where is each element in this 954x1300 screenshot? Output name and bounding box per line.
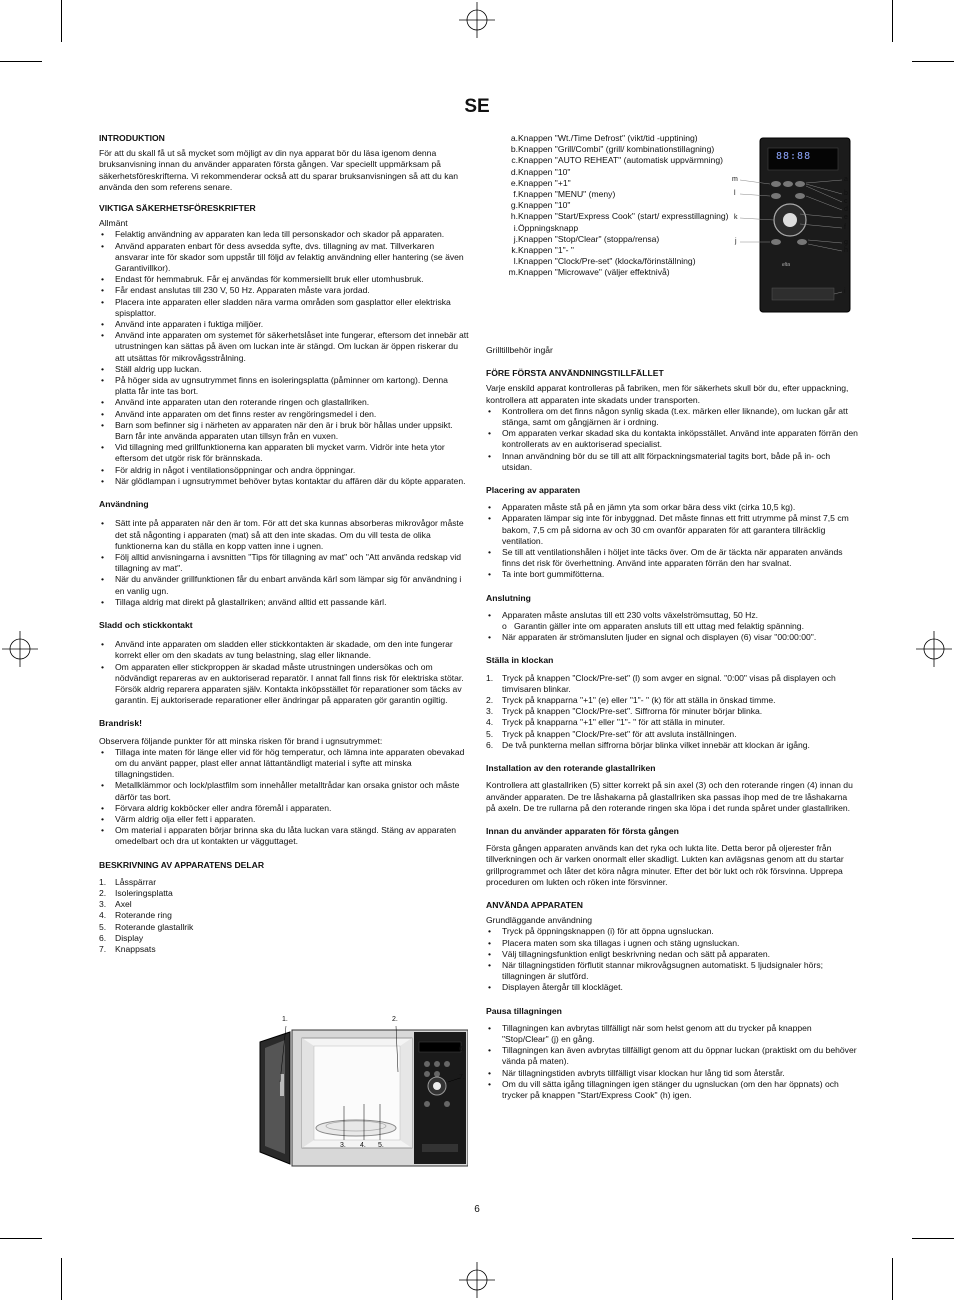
list-item: • Apparaten måste stå på en jämn yta som orkar bära dess vikt (cirka 10,5 kg). <box>486 502 858 513</box>
list-item: • Ta inte bort gummifötterna. <box>486 569 858 580</box>
paragraph: Observera följande punkter för att minska risken för brand i ugnsutrymmet: <box>99 735 383 746</box>
list-item: • Tillagningen kan avbrytas tillfälligt när som helst genom att du trycker på knappen "Stop/Clear" (j) en gång. <box>486 1023 858 1045</box>
list-item <box>490 223 730 234</box>
panel-label: d <box>844 206 848 213</box>
list-item <box>486 729 858 740</box>
list-letter: j. <box>513 233 518 244</box>
panel-label: f <box>844 224 846 231</box>
before-first-section <box>486 368 858 473</box>
turntable-section <box>486 763 858 814</box>
list-text: Knappen "Clock/Pre-set" (klocka/förinställning) <box>518 256 696 267</box>
brand-logo: elta <box>782 262 791 268</box>
bullet-list <box>486 502 858 580</box>
figure-label: 6. <box>459 1046 465 1053</box>
list-text: Display <box>115 932 144 943</box>
section-title: Installation av den roterande glastallriken <box>486 763 656 774</box>
section-title: Placering av apparaten <box>486 485 581 496</box>
list-text: Tryck på knapparna "+1" eller "1"- " för att ställa in minuter. <box>502 717 725 728</box>
list-item <box>486 695 858 706</box>
list-text: Tryck på knapparna "+1" (e) eller "1"- " (k) för att ställa in önskad timme. <box>502 695 776 706</box>
figure-label: 1. <box>282 1016 288 1023</box>
list-item: • Placera inte apparaten eller sladden nära varma områden som gasplattor eller elektriska spisplattor. <box>99 297 469 319</box>
list-item <box>99 888 469 899</box>
list-item: • Endast för hemmabruk. Får ej användas för kommersiellt bruk eller utomhusbruk. <box>99 274 469 285</box>
microwave-illustration <box>256 1012 468 1174</box>
list-number: 2. <box>486 695 494 706</box>
panel-label: e <box>844 214 848 221</box>
list-item <box>490 234 730 245</box>
list-item <box>99 910 469 921</box>
list-item: • Metallklämmor och lock/plastfilm som innehåller metalltrådar kan orsaka gnistor och måste därför tas bort. <box>99 780 469 802</box>
panel-label: l <box>734 190 736 197</box>
figure-label: 7. <box>459 1074 465 1081</box>
list-letter: b. <box>510 144 518 155</box>
section-title: Anslutning <box>486 592 531 603</box>
first-use-section <box>486 826 858 888</box>
sub-list-item: o Garantin gäller inte om apparaten ansluts till ett uttag med felaktig spänning. <box>486 621 858 632</box>
panel-label: g <box>844 239 848 246</box>
registration-mark <box>916 631 952 667</box>
section-title: Ställa in klockan <box>486 655 554 666</box>
section-title: BESKRIVNING AV APPARATENS DELAR <box>99 859 265 870</box>
paragraph: Första gången apparaten används kan det ryka och lukta lite. Detta beror på oljerester från tillverkningen och är varken onormalt eller skadligt. Lukten kan avlägsnas genom att du startar grillprogrammet och låter det köra några minuter. Efter det bör lukt och rök försvinna. Upprepa proceduren om lukten och röken inte försvinner. <box>486 843 844 887</box>
section-title: Brandrisk! <box>99 718 142 729</box>
section-title: FÖRE FÖRSTA ANVÄNDNINGSTILLFÄLLET <box>486 368 664 379</box>
list-item: • För aldrig in något i ventilationsöppningar och andra öppningar. <box>99 465 469 476</box>
list-item: • Använd inte apparaten utan den roterande ringen och glastallriken. <box>99 397 469 408</box>
list-number: 1. <box>486 672 494 683</box>
crop-mark <box>912 1238 954 1239</box>
list-item <box>490 178 730 189</box>
microwave-figure <box>256 1012 468 1174</box>
page-number: 6 <box>474 1204 480 1215</box>
list-item: • Använd inte apparaten i fuktiga miljöer. <box>99 319 469 330</box>
list-number: 6. <box>486 739 494 750</box>
list-item: • När glödlampan i ugnsutrymmet behöver bytas kontaktar du affären där du köpte apparaten. <box>99 476 469 487</box>
list-letter: m. <box>508 267 518 278</box>
list-item: • Tillagningen kan även avbrytas tillfälligt genom att du öppnar luckan (praktiskt om du behöver vända på maten). <box>486 1045 858 1067</box>
list-item: • Kontrollera om det finns någon synlig skada (t.ex. märken eller liknande), om luckan går att stänga, samt om gångjärnen är i ordning. <box>486 406 858 428</box>
list-item <box>486 610 858 632</box>
list-item <box>490 133 730 144</box>
list-number: 2. <box>99 887 107 898</box>
list-item: • Placera maten som ska tillagas i ugnen och stäng ugnsluckan. <box>486 938 858 949</box>
crop-mark <box>892 1258 893 1300</box>
usage-section <box>99 499 469 608</box>
list-text: Knappen "Wt./Time Defrost" (vikt/tid -upptining) <box>518 133 698 143</box>
display-digits: 88:88 <box>776 151 812 162</box>
fire-section <box>99 718 469 847</box>
list-item: • Följ alltid anvisningarna i avsnitten "Tips för tillagning av mat" och "Att använda redskap vid tillagning av mat". <box>99 552 469 574</box>
list-item: • Innan användning bör du se till att allt förpackningsmaterial tagits bort, både på in- och utsidan. <box>486 451 858 473</box>
crop-mark <box>0 61 42 62</box>
list-item: • Använd inte apparaten om systemet för säkerhetslåset inte fungerar, eftersom det innebär att utrustningen kan sättas på även om luckan inte är stängd. Om luckan är öppen riskerar du att utsättas för mikrovågsstrålning. <box>99 330 469 364</box>
list-text: Öppningsknapp <box>518 222 579 233</box>
list-letter: l. <box>513 256 518 267</box>
list-item: • På höger sida av ugnsutrymmet finns en isoleringsplatta (påminner om kartong). Denna platta får inte tas bort. <box>99 375 469 397</box>
figure-label: 3. <box>340 1142 346 1149</box>
list-item <box>486 706 858 717</box>
list-text: Knappen "Microwave" (väljer effektnivå) <box>518 267 670 278</box>
list-item: • Barn som befinner sig i närheten av apparaten när den är i bruk bör hållas under uppsikt. Barn får inte använda apparaten utan tillsyn från en vuxen. <box>99 420 469 442</box>
list-text: Tryck på knappen "Clock/Pre-set". Siffrorna för minuter börjar blinka. <box>502 706 763 717</box>
panel-label: a <box>844 176 848 183</box>
paragraph: Allmänt <box>99 218 128 229</box>
registration-mark <box>459 1262 495 1298</box>
control-panel-illustration <box>730 136 854 314</box>
crop-mark <box>892 0 893 42</box>
list-text: Tryck på knappen "Clock/Pre-set" för att avsluta inställningen. <box>502 728 737 739</box>
section-title: Pausa tillagningen <box>486 1005 562 1016</box>
list-letter: h. <box>510 211 518 222</box>
parts-section <box>99 860 469 956</box>
list-item: • Använd inte apparaten om det finns rester av rengöringsmedel i den. <box>99 409 469 420</box>
list-letter: a. <box>510 133 518 143</box>
crop-mark <box>61 0 62 42</box>
section-title: Användning <box>99 499 149 510</box>
bullet-list <box>486 1023 858 1101</box>
crop-mark <box>0 1238 42 1239</box>
list-item <box>490 200 730 211</box>
list-text: Knappen "AUTO REHEAT" (automatisk uppvärmning) <box>518 155 723 166</box>
registration-mark <box>459 2 495 38</box>
list-text: Knappen "1"- " <box>518 245 574 256</box>
list-text: Axel <box>115 899 132 910</box>
list-item <box>99 933 469 944</box>
list-item: • Ställ aldrig upp luckan. <box>99 364 469 375</box>
list-item <box>490 144 730 155</box>
section-title: Innan du använder apparaten för första gången <box>486 825 679 836</box>
figure-label: 2. <box>392 1016 398 1023</box>
list-item: • Tillaga aldrig mat direkt på glastallriken; använd alltid ett passande kärl. <box>99 597 469 608</box>
right-column <box>486 345 858 1113</box>
list-item <box>490 189 730 200</box>
list-number: 7. <box>99 944 107 954</box>
crop-mark <box>912 61 954 62</box>
control-panel-figure <box>730 136 854 314</box>
list-text: Knappen "Start/Express Cook" (start/ expresstillagning) <box>518 211 729 222</box>
list-letter: i. <box>513 222 518 233</box>
list-letter: g. <box>510 200 518 211</box>
list-item: • Välj tillagningsfunktion enligt beskrivning nedan och sätt på apparaten. <box>486 949 858 960</box>
list-letter: e. <box>510 177 518 188</box>
safety-section <box>99 203 469 487</box>
list-item <box>486 717 858 728</box>
list-item: • Tryck på öppningsknappen (i) för att öppna ugnsluckan. <box>486 926 858 937</box>
list-item <box>490 155 730 166</box>
intro-section <box>99 133 469 193</box>
list-item: • Apparaten lämpar sig inte för inbyggnad. Det måste finnas ett fritt utrymme på minst 7,5 cm bakom, 7,5 cm på sidorna av och 30 cm ovanför apparaten för att garantera tillräcklig ventilation. <box>486 513 858 547</box>
bullet-list <box>486 406 858 473</box>
list-item <box>99 899 469 910</box>
list-item: • Vid tillagning med grillfunktionerna kan apparaten bli mycket varm. Vidrör inte heta ytor eftersom det utgör risk för brännskada. <box>99 442 469 464</box>
list-text: Knappen "Grill/Combi" (grill/ kombinationstillagning) <box>518 144 715 155</box>
list-item <box>490 267 730 278</box>
list-number: 6. <box>99 932 107 943</box>
list-item <box>490 245 730 256</box>
list-text: Knappen "+1" <box>518 177 571 188</box>
button-list <box>490 133 730 279</box>
list-item: • Se till att ventilationshålen i höljet inte täcks över. Om de är täckta när apparaten används finns det risk för överhettning. Använd inte apparaten förrän den har svalnat. <box>486 547 858 569</box>
list-item: • Om du vill sätta igång tillagningen igen stänger du ugnsluckan (om den har öppnats) och trycker på knappen "Start/Express Cook" (h) igen. <box>486 1079 858 1101</box>
panel-label: h <box>844 247 848 254</box>
list-number: 3. <box>486 706 494 717</box>
list-number: 1. <box>99 876 107 887</box>
cord-section <box>99 620 469 706</box>
placement-section <box>486 485 858 581</box>
list-letter: d. <box>510 166 518 177</box>
list-text: De två punkterna mellan siffrorna börjar blinka vilket innebär att klockan är igång. <box>502 739 810 750</box>
bullet-list <box>486 610 858 644</box>
list-text: Knappen "MENU" (meny) <box>518 189 616 200</box>
figure-label: 5. <box>378 1142 384 1149</box>
pause-section <box>486 1006 858 1102</box>
panel-label: j <box>735 238 737 245</box>
panel-label: m <box>732 176 738 183</box>
list-item: • Använd inte apparaten om sladden eller stickkontakten är skadade, om den inte fungerar korrekt eller om den skadats av tung belastning, slag eller liknande. <box>99 639 469 661</box>
figure-label: 4. <box>360 1142 366 1149</box>
list-number: 5. <box>486 728 494 739</box>
list-number: 5. <box>99 921 107 932</box>
list-text: Apparaten måste anslutas till ett 230 volts växelströmsuttag, 50 Hz. <box>502 609 759 620</box>
sub-list <box>486 621 858 632</box>
list-text: Tryck på knappen "Clock/Pre-set" (l) som avger en signal. "0:00" visas på displayen och timvisaren blinkar. <box>502 672 836 694</box>
section-title: Sladd och stickkontakt <box>99 619 193 630</box>
list-number: 4. <box>486 717 494 728</box>
paragraph: För att du skall få ut så mycket som möjligt av din nya apparat bör du läsa igenom denna bruksanvisning innan du använder apparaten första gången. Var speciellt uppmärksam på säkerhetsföreskrifterna. Vi rekommenderar också att du sparar bruksanvisningen så att du kan använda den som referens senare. <box>99 148 459 192</box>
list-item: • När du använder grillfunktionen får du enbart använda kärl som lämpar sig för användning i en vanlig ugn. <box>99 574 469 596</box>
paragraph: Grilltillbehör ingår <box>486 345 553 355</box>
list-item: • Får endast anslutas till 230 V, 50 Hz. Apparaten måste vara jordad. <box>99 285 469 296</box>
list-item: • När apparaten är strömansluten ljuder en signal och displayen (6) visar "00:00:00". <box>486 632 858 643</box>
list-item <box>99 877 469 888</box>
bullet-list <box>486 926 858 993</box>
bullet-list <box>99 639 469 706</box>
list-letter: c. <box>511 155 518 166</box>
list-text: Knappen "10" <box>518 166 571 177</box>
list-letter: f. <box>513 189 518 200</box>
left-column <box>99 133 469 967</box>
list-item <box>490 256 730 267</box>
list-letter: k. <box>511 245 518 256</box>
numbered-list <box>99 877 469 955</box>
connection-section <box>486 593 858 644</box>
list-item <box>490 211 730 222</box>
list-text: Knappen "10" <box>518 200 571 211</box>
list-item: • När tillagningstiden förflutit stannar mikrovågsugnen automatiskt. 5 ljudsignaler hörs; tillagningen är slutförd. <box>486 960 858 982</box>
paragraph: Kontrollera att glastallriken (5) sitter korrekt på sin axel (3) och den roterande ringen (4) innan du använder apparaten. De tre låshakarna på glastallriken ska passas ihop med de tre låshakarna på axeln. De tre rullarna på den roterande ringen ska löpa i det runda spåret under glastallriken. <box>486 780 853 813</box>
paragraph: Varje enskild apparat kontrolleras på fabriken, men för säkerhets skull bör du, efter uppackning, kontrollera att apparaten inte skadats under transporten. <box>486 383 849 405</box>
panel-label: c <box>844 198 848 205</box>
list-text: Roterande ring <box>115 910 172 921</box>
list-item: • Felaktig användning av apparaten kan leda till personskador och skador på apparaten. <box>99 229 469 240</box>
list-item: • Displayen återgår till klockläget. <box>486 982 858 993</box>
panel-label: i <box>844 288 846 295</box>
list-item <box>486 740 858 751</box>
list-item: • Sätt inte på apparaten när den är tom. För att det ska kunnas absorberas mikrovågor måste det stå någonting i apparaten (mat) så att den inte skadas. Om du vill testa de olika funktionerna kan du ställa en kopp vatten inne i ugnen. <box>99 518 469 552</box>
list-text: Knappsats <box>115 944 156 954</box>
section-title: ANVÄNDA APPARATEN <box>486 899 583 910</box>
list-text: Låsspärrar <box>115 876 157 887</box>
list-item: • Om apparaten verkar skadad ska du kontakta inköpsstället. Använd inte apparaten förrän den kontrollerats av en auktoriserad specialist. <box>486 428 858 450</box>
list-text: Isoleringsplatta <box>115 887 173 898</box>
list-item <box>99 922 469 933</box>
bullet-list <box>99 747 469 848</box>
list-number: 4. <box>99 910 107 921</box>
list-item: • Om apparaten eller stickproppen är skadad måste utrustningen undersökas och om nödvändigt repareras av en auktoriserad reparatör. I annat fall finns risk för elektriska stötar. Försök aldrig reparera apparaten själv. Kontakta inköpsstället för reparationer som täcks av garantin. Ej auktoriserade reparationer eller ändringar på apparaten gör garantin ogiltig. <box>99 662 469 707</box>
list-text: Knappen "Stop/Clear" (stoppa/rensa) <box>518 233 660 244</box>
crop-mark <box>61 1258 62 1300</box>
paragraph: Grundläggande användning <box>486 915 593 926</box>
list-item <box>486 673 858 695</box>
clock-section <box>486 655 858 751</box>
registration-mark <box>2 631 38 667</box>
list-text: Roterande glastallrik <box>115 921 194 932</box>
panel-label: k <box>734 214 738 221</box>
section-title: INTRODUKTION <box>99 133 165 143</box>
list-item: • När tillagningstiden avbryts tillfälligt visar klockan hur lång tid som återstår. <box>486 1068 858 1079</box>
bullet-list <box>99 229 469 487</box>
list-item <box>99 944 469 955</box>
list-item: • Om material i apparaten börjar brinna ska du låta luckan vara stängd. Stäng av apparaten omedelbart och dra ut kontakten ur vägguttaget. <box>99 825 469 847</box>
list-number: 3. <box>99 899 107 910</box>
list-item: • Värm aldrig olja eller fett i apparaten. <box>99 814 469 825</box>
numbered-list <box>486 673 858 751</box>
list-item: • Använd apparaten enbart för dess avsedda syfte, dvs. tillagning av mat. Tillverkaren ansvarar inte för skador som uppstår till följd av felaktig användning eller hantering (se även Garantivillkor). <box>99 241 469 275</box>
list-item: • Förvara aldrig kokböcker eller andra föremål i apparaten. <box>99 803 469 814</box>
panel-label: b <box>844 190 848 197</box>
using-section <box>486 900 858 994</box>
list-item <box>490 167 730 178</box>
bullet-list <box>99 518 469 608</box>
list-item: • Tillaga inte maten för länge eller vid för hög temperatur, och lämna inte apparaten obevakad om du använt papper, plast eller annat lättantändligt material i syfte att minska tillagningstiden. <box>99 747 469 781</box>
section-title: VIKTIGA SÄKERHETSFÖRESKRIFTER <box>99 203 256 214</box>
page-heading: SE <box>464 96 490 117</box>
